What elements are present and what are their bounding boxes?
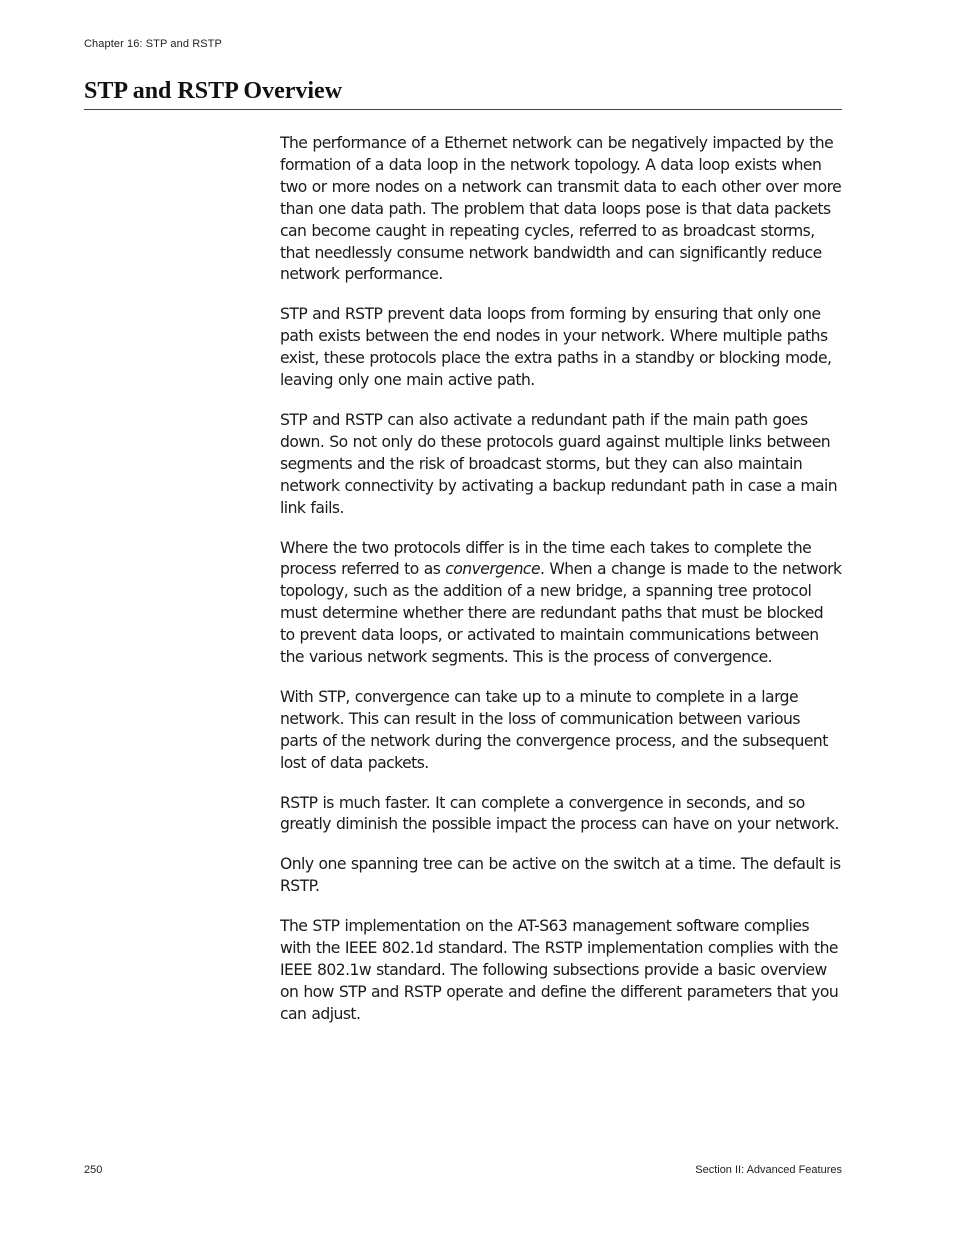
paragraph-4-after: . When a change is made to the network topology, such as the addition of a new bridge, a spanning tree protocol must determine whether there are redundant paths that must be blocked to prevent data loops, or activated to maintain communications between the various network segments. This is the process of convergence. — [280, 560, 842, 667]
paragraph-1: The performance of a Ethernet network can be negatively impacted by the formation of a data loop in the network topology. A data loop exists when two or more nodes on a network can transmit data to each other over more than one data path. The problem that data loops pose is that data packets can become caught in repeating cycles, referred to as broadcast storms, that needlessly consume network bandwidth and can significantly reduce network performance. — [280, 134, 842, 284]
running-head: Chapter 16: STP and RSTP — [84, 38, 222, 50]
paragraph-7: Only one spanning tree can be active on the switch at a time. The default is RSTP. — [280, 855, 841, 896]
paragraph-8: The STP implementation on the AT-S63 management software complies with the IEEE 802.1d standard. The RSTP implementation complies with the IEEE 802.1w standard. The following subsections provide a basic overview on how STP and RSTP operate and define the different parameters that you can adjust. — [280, 917, 839, 1023]
paragraph-4-emphasis: convergence — [445, 560, 541, 579]
section-footer: Section II: Advanced Features — [695, 1164, 842, 1176]
paragraph-5: With STP, convergence can take up to a minute to complete in a large network. This can result in the loss of communication between various parts of the network during the convergence process, and the subsequent lost of data packets. — [280, 687, 828, 772]
paragraph-2: STP and RSTP prevent data loops from forming by ensuring that only one path exists between the end nodes in your network. Where multiple paths exist, these protocols place the extra paths in a standby or blocking mode, leaving only one main active path. — [280, 305, 832, 390]
paragraph-6: RSTP is much faster. It can complete a convergence in seconds, and so greatly diminish the possible impact the process can have on your network. — [280, 793, 839, 834]
paragraph-4 — [280, 538, 842, 669]
page-title: STP and RSTP Overview — [84, 76, 842, 110]
body-text — [280, 133, 842, 1044]
paragraph-4-before: Where the two protocols differ is in the time each takes to complete the process referred to as — [280, 538, 812, 579]
page-number: 250 — [84, 1164, 103, 1176]
paragraph-3: STP and RSTP can also activate a redundant path if the main path goes down. So not only do these protocols guard against multiple links between segments and the risk of broadcast storms, but they can also maintain network connectivity by activating a backup redundant path in case a main link fails. — [280, 410, 838, 517]
